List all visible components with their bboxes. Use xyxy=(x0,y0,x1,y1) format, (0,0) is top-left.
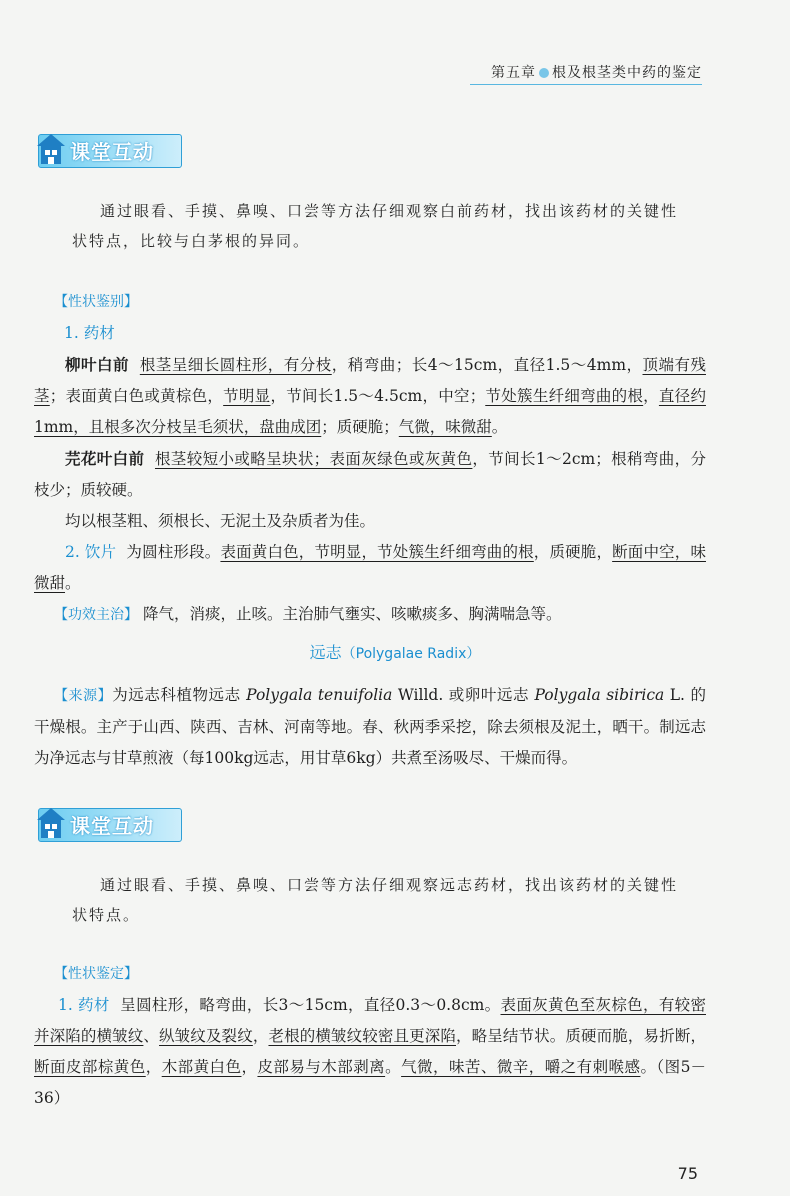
banner-label: 课堂互动 xyxy=(70,814,154,838)
house-icon xyxy=(36,132,66,166)
text: ；表面黄白色或黄棕色， xyxy=(49,387,224,405)
interaction-prompt-1: 通过眼看、手摸、鼻嗅、口尝等方法仔细观察白前药材，找出该药材的关键性状特点，比较与白茅根的异同。 xyxy=(72,202,679,250)
underlined-text: 直径约1mm，且根多次分枝呈毛须状，盘曲成团 xyxy=(34,387,706,436)
monograph-title-cn: 远志 xyxy=(309,643,342,662)
interaction-prompt-2: 通过眼看、手摸、鼻嗅、口尝等方法仔细观察远志药材，找出该药材的关键性状特点。 xyxy=(72,876,679,924)
paragraph-slices xyxy=(34,537,706,599)
text: 。 xyxy=(385,1058,402,1076)
subheading-herb: 1. 药材 xyxy=(64,324,115,342)
text: ， xyxy=(241,1058,258,1076)
underlined-text: 老根的横皱纹较密且更深陷 xyxy=(268,1027,457,1045)
paragraph-quality: 均以根茎粗、须根长、无泥土及杂质者为佳。 xyxy=(65,512,376,530)
text: ， xyxy=(643,387,659,405)
underlined-text: 皮部易与木部剥离 xyxy=(257,1058,386,1076)
classroom-interaction-banner-2 xyxy=(34,802,184,844)
underlined-text: 节明显 xyxy=(223,387,271,405)
subheading-slices: 2. 饮片 xyxy=(65,543,117,561)
text: ， xyxy=(145,1058,162,1076)
monograph-title xyxy=(0,640,790,663)
text: ，质硬脆， xyxy=(533,543,613,561)
text: ，节间长1.5～4.5cm，中空； xyxy=(270,387,486,405)
underlined-text: 表面黄白色，节明显，节处簇生纤细弯曲的根 xyxy=(220,543,534,561)
underlined-text: 木部黄白色 xyxy=(161,1058,242,1076)
underlined-text: 气微，味苦、微辛，嚼之有刺喉感 xyxy=(401,1058,641,1076)
underlined-text: 根茎较短小或略呈块状；表面灰绿色或灰黄色 xyxy=(154,450,473,468)
underlined-text: 表面灰黄色至灰棕色，有较密并深陷的横皱纹 xyxy=(34,996,706,1045)
underlined-text: 节处簇生纤细弯曲的根 xyxy=(485,387,644,405)
chapter-header xyxy=(491,62,702,82)
text: 。 xyxy=(491,418,508,436)
source-paragraph xyxy=(34,680,706,774)
underlined-text: 顶端有残茎 xyxy=(34,356,706,405)
text: L. 的干燥根。主产于山西、陕西、吉林、河南等地。春、秋两季采挖，除去须根及泥土，晒干。制远志为净远志与甘草煎液（每100kg远志，用甘草6kg）共煮至汤吸尽、干燥而得。 xyxy=(34,686,706,767)
text: 降气，消痰，止咳。主治肺气壅实、咳嗽痰多、胸满喘急等。 xyxy=(142,605,562,623)
classroom-interaction-banner xyxy=(34,128,184,170)
text: 。（图5－36） xyxy=(34,1058,706,1107)
text: ；质硬脆； xyxy=(321,418,399,436)
banner-label: 课堂互动 xyxy=(70,140,154,164)
section-tag: 【性状鉴别】 xyxy=(54,294,138,310)
chapter-label: 第五章 xyxy=(491,65,536,81)
underlined-text: 气微，味微甜 xyxy=(398,418,492,436)
text: 为圆柱形段。 xyxy=(126,543,221,561)
section-tag-efficacy: 【功效主治】 xyxy=(54,607,138,623)
species-name: Polygala sibirica xyxy=(534,686,665,704)
underlined-text: 根茎呈细长圆柱形，有分枝 xyxy=(139,356,332,374)
circle-icon xyxy=(539,68,549,78)
underlined-text: 断面中空，味微甜 xyxy=(34,543,706,592)
source-tag: 【来源】 xyxy=(54,688,113,704)
monograph-title-latin: （Polygalae Radix） xyxy=(341,646,481,662)
underlined-text: 纵皱纹及裂纹 xyxy=(159,1027,253,1045)
text: 、 xyxy=(143,1027,160,1045)
paragraph-efficacy xyxy=(34,599,706,631)
text: ，节间长1～2cm；根稍弯曲，分枝少；质较硬。 xyxy=(34,450,706,499)
text: ，稍弯曲；长4～15cm，直径1.5～4mm， xyxy=(331,356,643,374)
house-icon xyxy=(36,806,66,840)
header-rule xyxy=(470,84,702,85)
section-yuanzhi-identification xyxy=(34,958,706,1114)
text: 呈圆柱形，略弯曲，长3～15cm，直径0.3～0.8cm。 xyxy=(120,996,501,1014)
paragraph-yuanhua xyxy=(34,443,706,506)
text: Willd. 或卵叶远志 xyxy=(397,686,530,704)
paragraph-liuye xyxy=(34,349,706,443)
text: 为远志科植物远志 xyxy=(112,686,241,704)
text: 。 xyxy=(65,574,81,592)
term-yuanhua: 芫花叶白前 xyxy=(65,449,145,468)
term-liuye: 柳叶白前 xyxy=(65,355,129,374)
section-tag-identification: 【性状鉴定】 xyxy=(54,966,138,982)
text: ， xyxy=(252,1027,269,1045)
species-name: Polygala tenuifolia xyxy=(246,686,393,704)
subheading-herb-2: 1. 药材 xyxy=(58,996,110,1014)
text: ，略呈结节状。质硬而脆，易折断， xyxy=(456,1027,706,1045)
paragraph-yuanzhi-herb xyxy=(34,990,706,1114)
underlined-text: 断面皮部棕黄色 xyxy=(34,1058,146,1076)
section-baiqian xyxy=(34,286,706,631)
chapter-topic: 根及根茎类中药的鉴定 xyxy=(552,65,702,81)
page-number: 75 xyxy=(677,1164,698,1183)
